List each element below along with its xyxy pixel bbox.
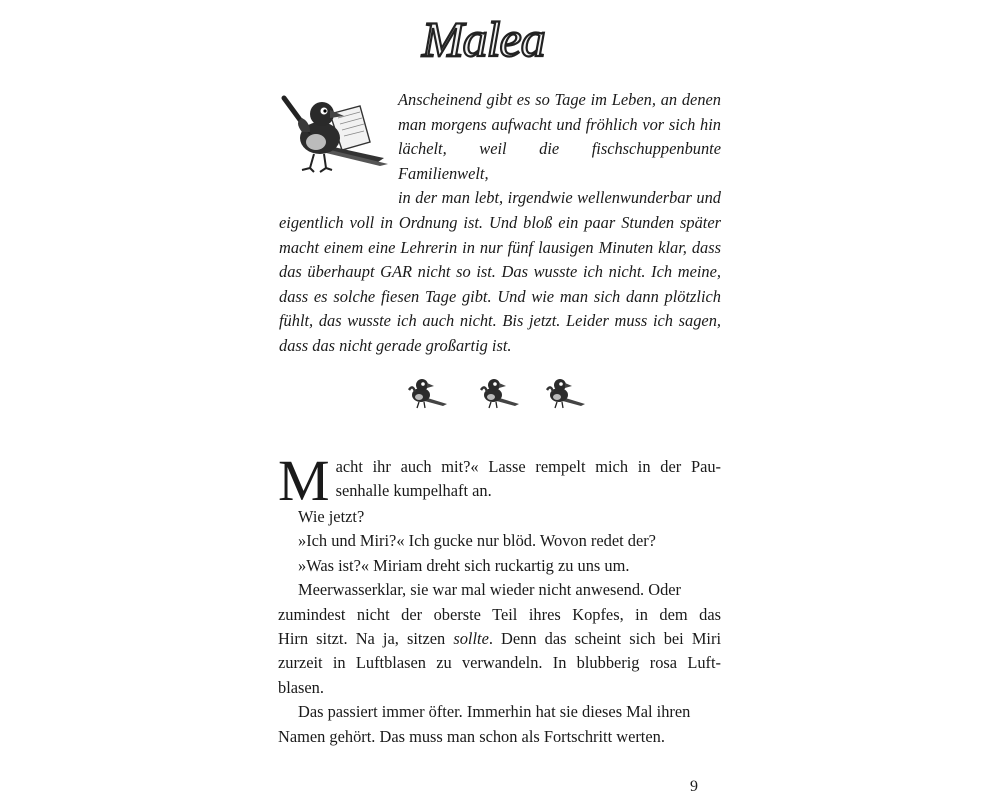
intro-line: man morgens aufwacht und fröhlich vor sich hin	[398, 114, 721, 134]
emphasis-text: sollte	[453, 629, 489, 649]
text-line: acht ihr auch mit?« Lasse rempelt mich in der Pau-	[335, 457, 721, 476]
intro-line: dass es solche fiesen Tage gibt. Und wie man sich dann plötzlich	[279, 286, 721, 306]
paragraph: Wie jetzt?	[298, 507, 365, 526]
text-line: Das passiert immer öfter. Immerhin hat sie dieses Mal ihren	[298, 702, 691, 722]
text-line: Meerwasserklar, sie war mal wieder nicht anwesend. Oder	[298, 580, 682, 600]
intro-line: in der man lebt, irgendwie wellenwunderbar und	[398, 188, 721, 208]
intro-line: eigentlich voll in Ordnung ist. Und bloß ein paar Stunden später	[279, 212, 721, 232]
text-span: Hirn sitzt. Na ja, sitzen	[278, 629, 454, 649]
crow-icon	[477, 376, 521, 410]
paragraph: »Was ist?« Miriam dreht sich ruckartig zu uns um.	[298, 555, 630, 575]
text-line: Namen gehört. Das muss man schon als Fortschritt werten.	[278, 726, 665, 746]
text-line: zurzeit in Luftblasen zu verwandeln. In blubberig rosa Luft-	[278, 653, 721, 673]
text-line: blasen.	[278, 677, 324, 697]
body-text	[278, 455, 721, 749]
text-line	[278, 627, 721, 651]
paragraph	[278, 455, 721, 505]
intro-line: lächelt, weil die fischschuppenbunte Familienwelt,	[398, 139, 721, 183]
crow-icon	[405, 376, 449, 410]
intro-line: Anscheinend gibt es so Tage im Leben, an denen	[398, 90, 721, 109]
intro-line: fühlt, das wusste ich auch nicht. Bis jetzt. Leider muss ich sagen,	[279, 311, 721, 331]
paragraph: »Ich und Miri?« Ich gucke nur blöd. Wovon redet der?	[298, 531, 656, 551]
page-number: 9	[690, 778, 698, 795]
text-line: senhalle kumpelhaft an.	[335, 481, 492, 501]
intro-text	[279, 88, 721, 359]
intro-line: dass das nicht gerade großartig ist.	[279, 335, 512, 355]
section-divider	[405, 376, 595, 410]
text-span: . Denn das scheint sich bei Miri	[488, 629, 721, 649]
malea-logo	[420, 6, 570, 68]
text-line: zumindest nicht der oberste Teil ihres Kopfes, in dem das	[278, 604, 721, 624]
logo-text: Malea	[422, 11, 545, 67]
intro-line: das überhaupt GAR nicht so ist. Das wusste ich nicht. Ich meine,	[279, 262, 721, 282]
intro-line: macht einem eine Lehrerin in nur fünf lausigen Minuten klar, dass	[279, 237, 721, 257]
drop-cap: M	[278, 455, 330, 505]
crow-icon	[543, 376, 587, 410]
